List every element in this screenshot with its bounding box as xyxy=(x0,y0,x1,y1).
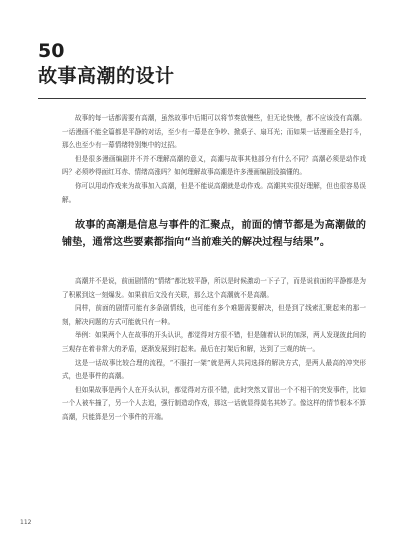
chapter-title: 故事高潮的设计 xyxy=(38,65,175,87)
paragraph: 但如果故事是两个人在开头认识，都觉得对方很不错，此时突然又冒出一个不相干的突发事件，比如一个人被车撞了，另一个人去追，强行制造动作戏，那这一话就显得莫名其妙了。像这样的情节根本不算高潮，只能算是另一个事件的开端。 xyxy=(62,385,366,421)
intro-section xyxy=(62,112,366,207)
paragraph: 举例：如果两个人在故事的开头认识，都觉得对方很不错，但是随着认识的加深，两人发现彼此间的三观存在着非常大的矛盾，逐渐发展到打起来。最后在打架后和解，达到了三观的统一。 xyxy=(62,331,366,353)
title-rule xyxy=(38,98,366,99)
paragraph: 但是很多漫画编剧并不并不理解高潮的意义，高潮与故事其他部分有什么不同？高潮必须是动作戏吗？必须吵得面红耳赤、情绪高涨吗？如何理解故事高潮是许多漫画编剧没搞懂的。 xyxy=(62,154,366,177)
chapter-number: 50 xyxy=(38,40,65,62)
key-quote: 故事的高潮是信息与事件的汇聚点，前面的情节都是为高潮做的铺垫，通常这些要素都指向“当前难关的解决过程与结果”。 xyxy=(62,220,366,248)
paragraph: 你可以用动作戏来为故事加入高潮，但是不能说高潮就是动作戏。高潮其实很好理解，但也很容易误解。 xyxy=(62,181,366,204)
paragraph: 同样，前面的剧情可能有多条剧情线，也可能有多个难题需要解决，但是到了线索汇聚起来的那一刻，解决问题的方式可能就只有一种。 xyxy=(62,304,366,326)
paragraph: 高潮并不是说，前面剧情的“情绪”都比较平静，所以是时候激动一下子了，而是说前面的平静都是为了积累到这一刻爆发。如果前后文没有关联，那么这个高潮就不是高潮。 xyxy=(62,277,366,299)
detail-section xyxy=(62,275,366,425)
page-number: 112 xyxy=(20,519,32,526)
paragraph: 这是一话故事比较合理的流程，“不服打一架”就是两人共同选择的解决方式，是两人最高的冲突形式，也是事件的高潮。 xyxy=(62,358,366,381)
paragraph: 故事的每一话都需要有高潮，虽然故事中后期可以将节奏放慢些，但无论快慢，都不应该没有高潮。一话漫画不能全篇都是平静的对话，至少有一幕是在争吵、掀桌子、扇耳光；而如果一话漫画全是打斗，那么也至少有一幕情绪特别集中的过招。 xyxy=(62,114,366,150)
